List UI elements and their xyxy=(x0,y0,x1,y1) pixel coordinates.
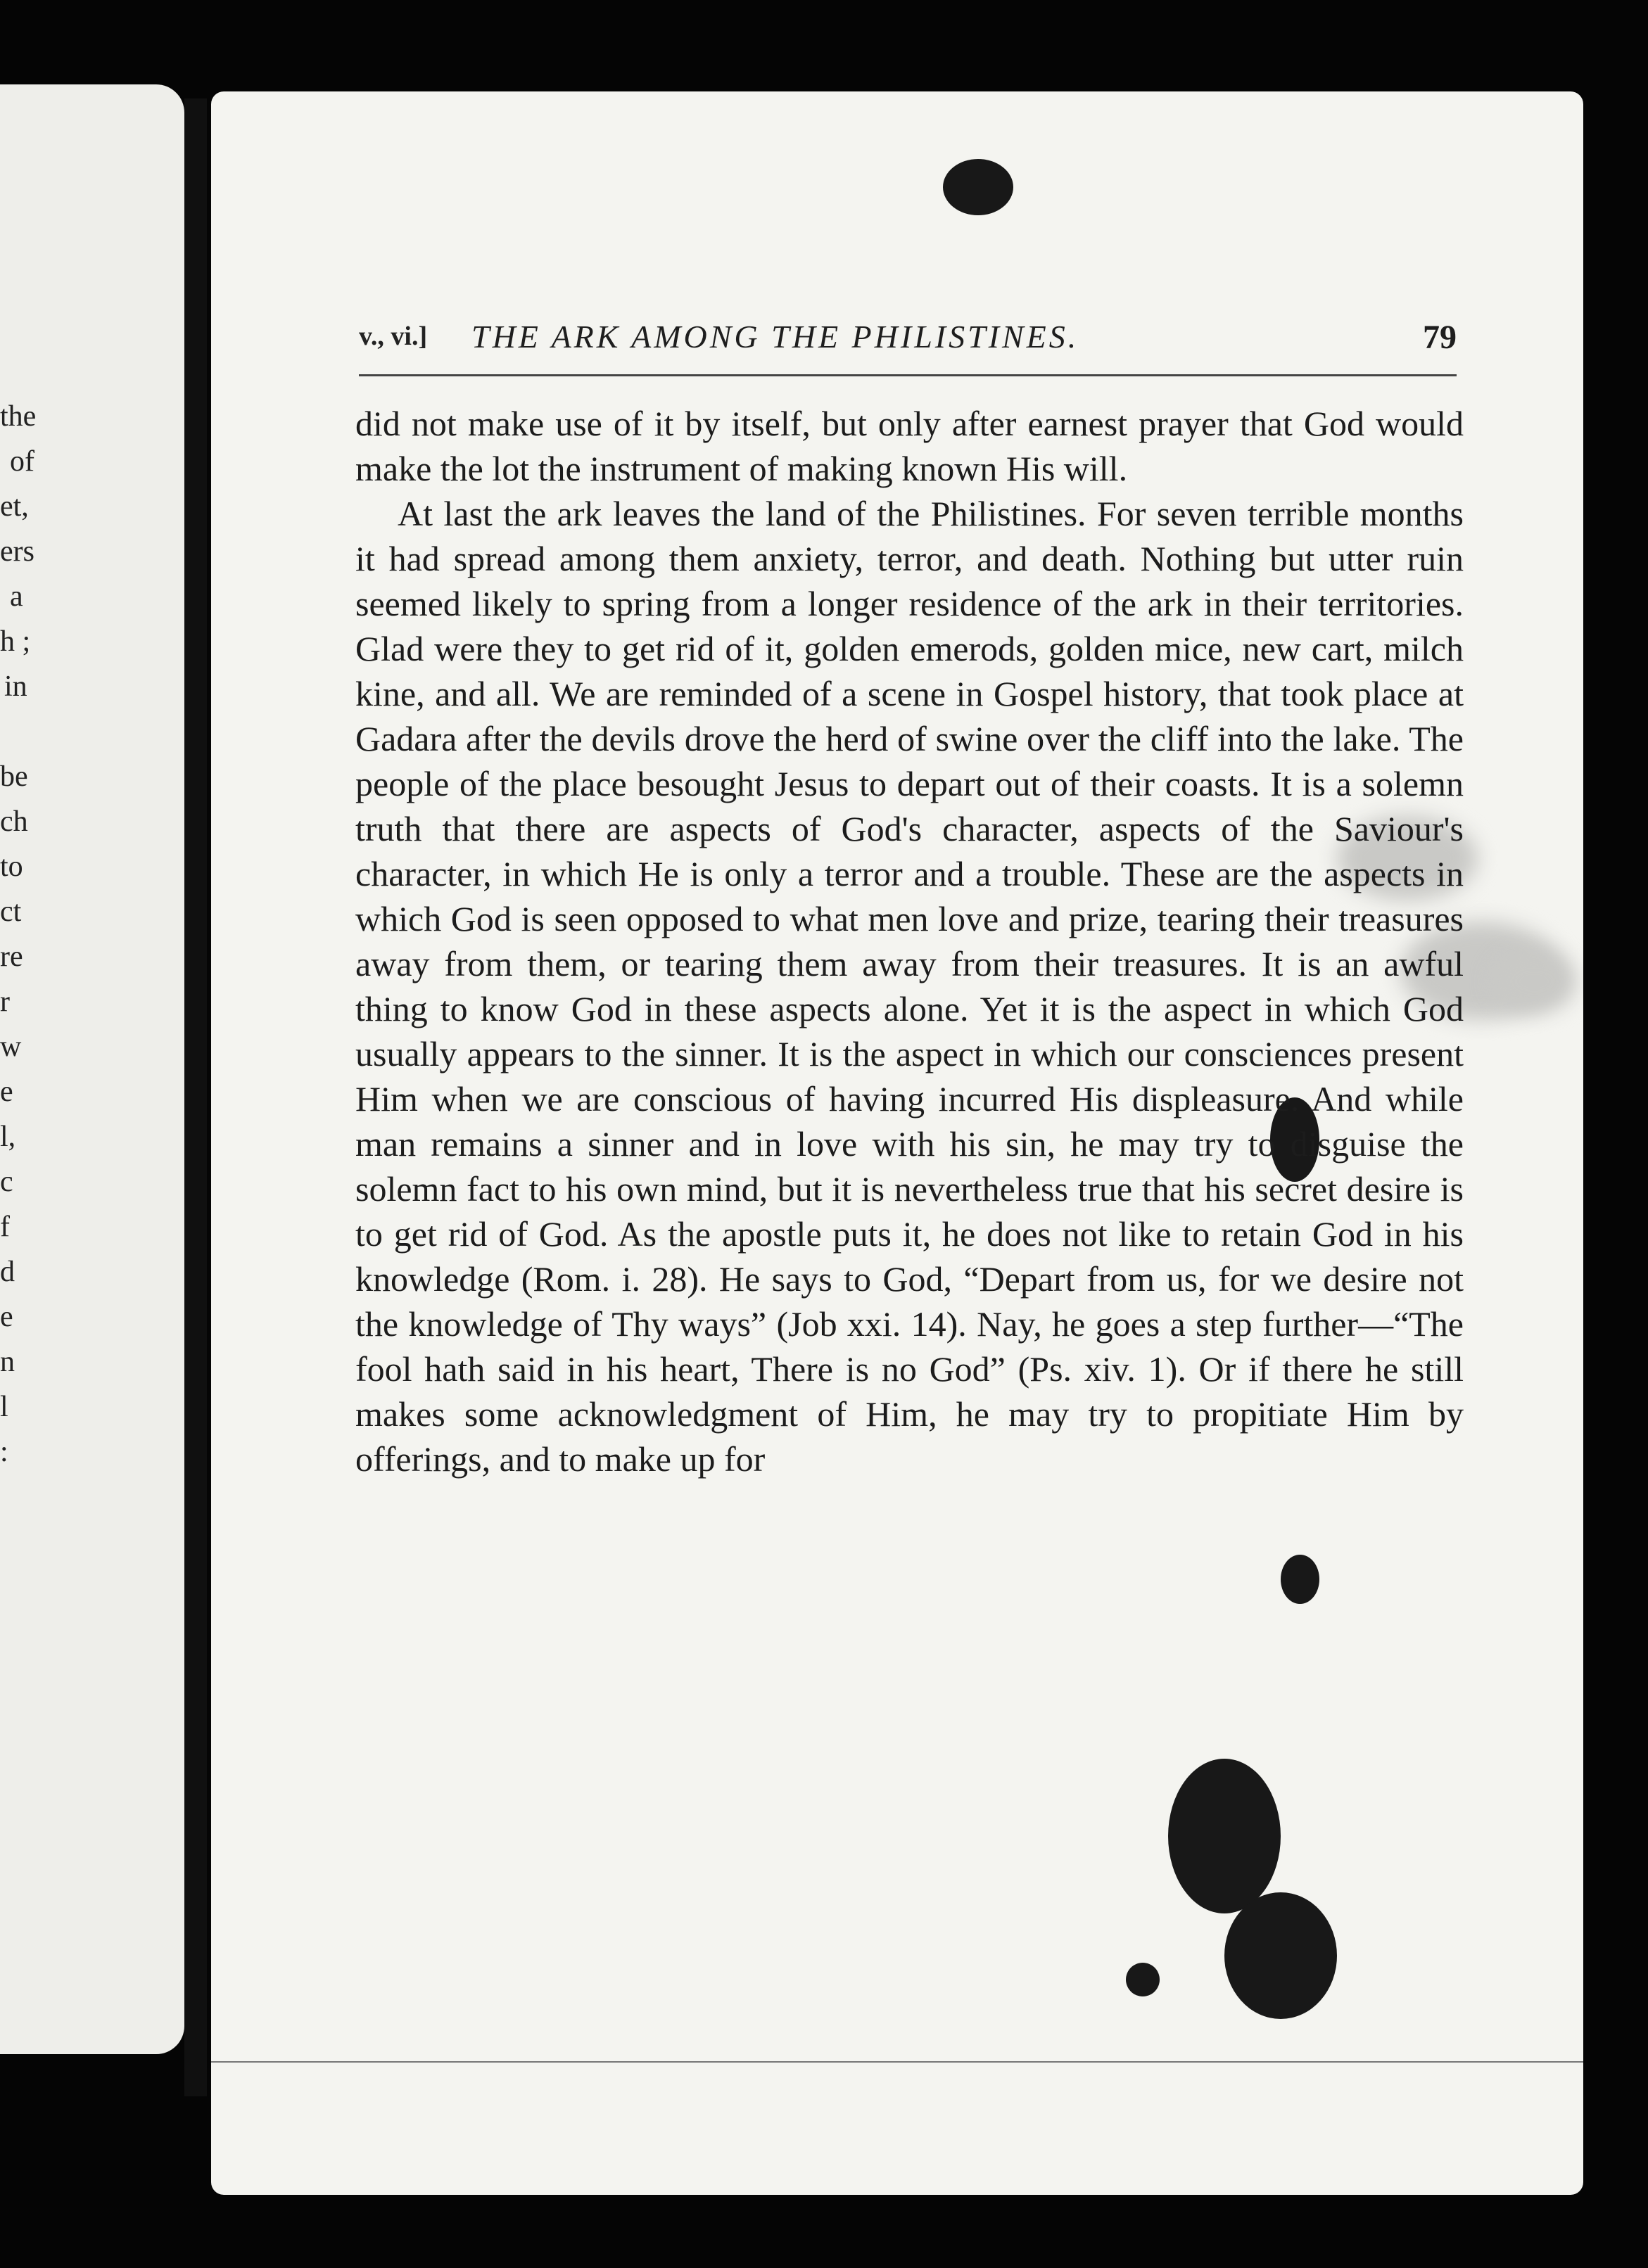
fragment-line xyxy=(0,709,36,754)
running-header xyxy=(359,315,1457,364)
fragment-line: ch xyxy=(0,805,28,838)
fragment-line: c xyxy=(0,1166,13,1198)
fragment-line: be xyxy=(0,760,28,793)
fragment-line: re xyxy=(0,941,23,973)
fragment-line: et, xyxy=(0,490,29,523)
facing-page-fragment xyxy=(0,84,184,2054)
paragraph: did not make use of it by itself, but only after earnest prayer that God would make the lot the instrument of making known His will. xyxy=(355,404,1464,488)
fragment-line: of xyxy=(10,445,34,478)
section-reference: v., vi.] xyxy=(359,321,428,351)
ink-blot-top xyxy=(943,159,1013,215)
fragment-line: w xyxy=(0,1031,22,1063)
fragment-line: l xyxy=(0,1391,8,1423)
book-page xyxy=(211,91,1583,2195)
fragment-line: to xyxy=(0,850,23,883)
fragment-line: the xyxy=(0,400,37,433)
header-rule xyxy=(359,374,1457,376)
paragraph: At last the ark leaves the land of the Philistines. For seven terrible months it had spread among them anxiety, terror, and death. Nothing but utter ruin seemed likely to spring from a longer residence of the ark in their territories. Glad were they to get rid of it, golden emerods, golden mice, new cart, milch kine, and all. We are reminded of a scene in Gospel history, that took place at Gadara after the devils drove the herd of swine over the cliff into the lake. The people of the place besought Jesus to depart out of their coasts. It is a solemn truth that there are aspects of God's character, aspects of the Saviour's character, in which He is only a terror and a trouble. These are the aspects in which God is seen opposed to what men love and prize, tearing their treasures away from them, or tearing them away from their treasures. It is an awful thing to know God in these aspects alone. Yet it is the aspect in which God usually appears to the sinner. It is the aspect in which our consciences present Him when we are conscious of having incurred His displeasure. And while man remains a sinner and in love with his sin, he may try to disguise the solemn fact to his own mind, but it is nevertheless true that his secret desire is to get rid of God. As the apostle puts it, he does not like to retain God in his knowledge (Rom. i. 28). He says to God, “Depart from us, for we desire not the knowledge of Thy ways” (Job xxi. 14). Nay, he goes a step further—“The fool hath said in his heart, There is no God” (Ps. xiv. 1). Or if there he still makes some acknowledgment of Him, he may try to propitiate Him by offerings, and to make up for xyxy=(355,494,1464,1479)
fragment-line: ct xyxy=(0,896,22,928)
ink-blot-right-lower xyxy=(1281,1555,1319,1604)
fragment-line: n xyxy=(0,1346,15,1378)
fragment-line: d xyxy=(0,1256,15,1288)
fragment-line: in xyxy=(4,670,27,703)
facing-page-text xyxy=(0,394,36,1474)
body-text xyxy=(355,401,1464,1482)
fragment-line: e xyxy=(0,1301,13,1333)
fragment-line: e xyxy=(0,1076,13,1108)
ink-blot-bottom-1 xyxy=(1168,1759,1281,1913)
page-number: 79 xyxy=(1423,319,1457,356)
book-gutter xyxy=(184,98,207,2096)
fragment-line: r xyxy=(0,986,10,1018)
fragment-line: : xyxy=(0,1436,8,1468)
fragment-line: l, xyxy=(0,1121,16,1153)
ink-blot-bottom-3 xyxy=(1126,1963,1160,1996)
ink-blot-bottom-2 xyxy=(1224,1892,1337,2019)
fragment-line: ers xyxy=(0,535,34,568)
fragment-line: a xyxy=(10,580,23,613)
fragment-line: f xyxy=(0,1211,10,1243)
fragment-line: h ; xyxy=(0,625,31,658)
running-title: THE ARK AMONG THE PHILISTINES. xyxy=(471,319,1079,355)
scan-edge-line xyxy=(211,2061,1583,2063)
smudge-right-3 xyxy=(1492,950,1576,1013)
